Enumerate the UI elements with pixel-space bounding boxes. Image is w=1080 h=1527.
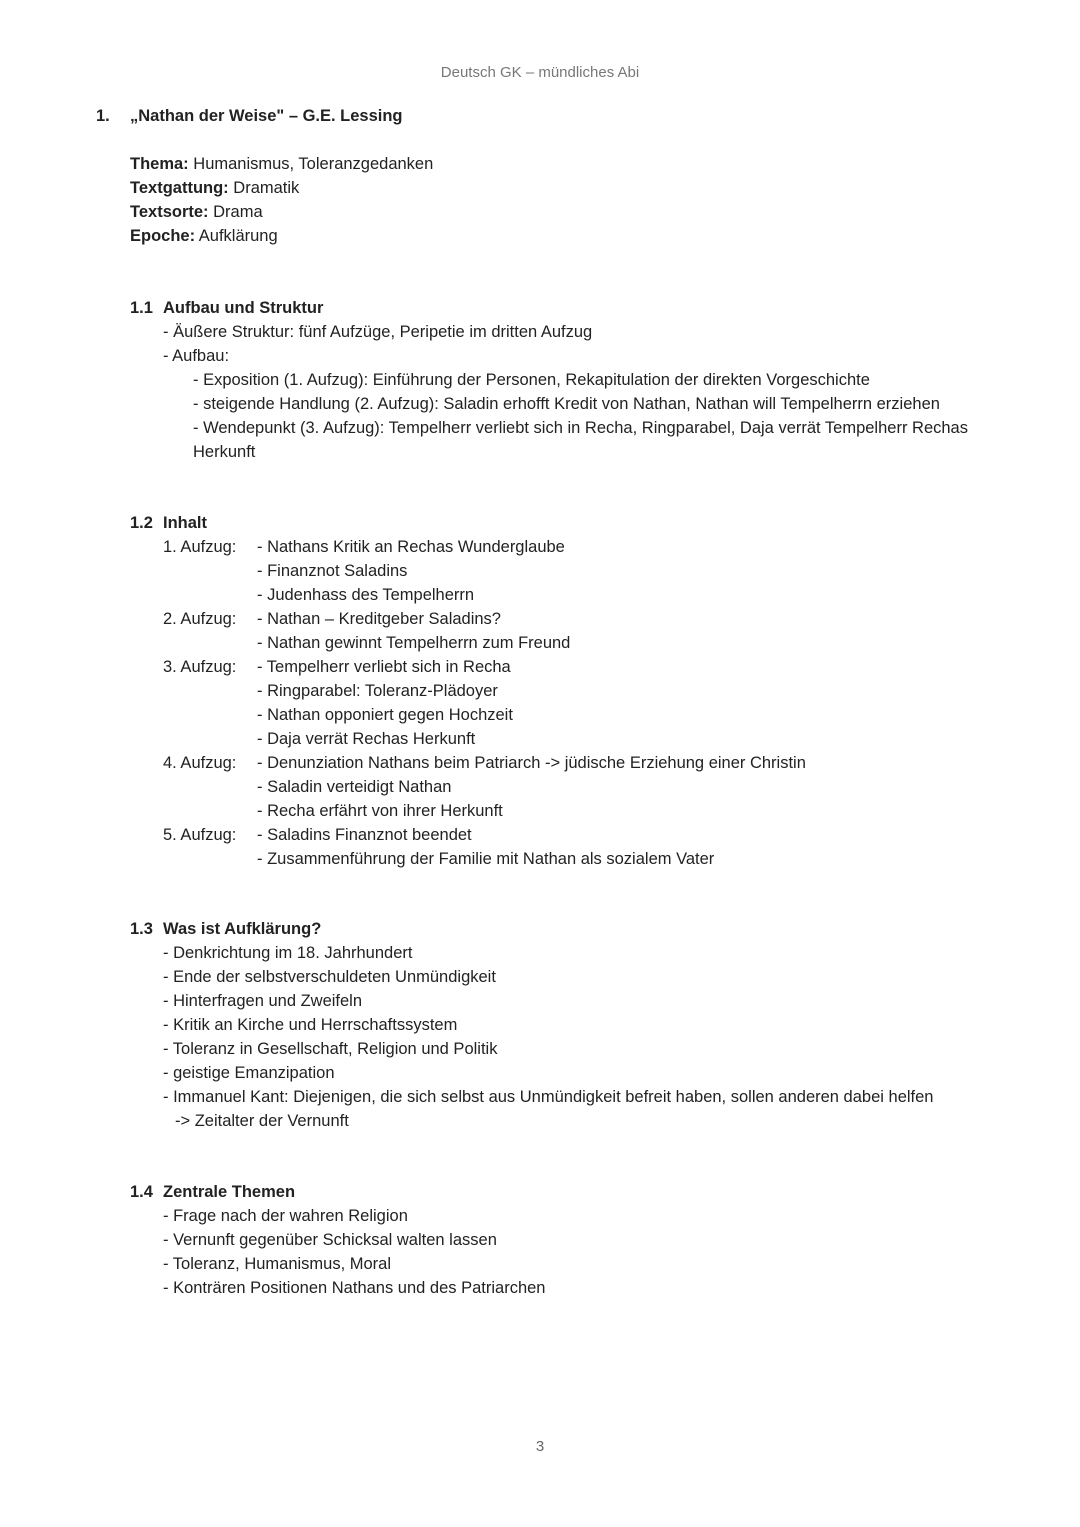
subsection-1-4-title: Zentrale Themen <box>163 1183 296 1201</box>
subsection-1-3-title: Was ist Aufklärung? <box>163 920 322 938</box>
act-item: - Nathans Kritik an Rechas Wunderglaube <box>257 538 565 556</box>
list-item: - Äußere Struktur: fünf Aufzüge, Peripetie im dritten Aufzug <box>163 323 593 341</box>
meta-textgattung: Textgattung: Dramatik <box>130 179 300 197</box>
section-number: 1. <box>96 107 110 125</box>
section-title: „Nathan der Weise" – G.E. Lessing <box>130 107 403 125</box>
act-item: - Finanznot Saladins <box>257 562 408 580</box>
act-item: - Denunziation Nathans beim Patriarch -> jüdische Erziehung einer Christin <box>257 754 806 772</box>
act-label: 4. Aufzug: <box>163 754 237 772</box>
subsection-1-2-number: 1.2 <box>130 514 153 532</box>
list-item-arrow: -> Zeitalter der Vernunft <box>175 1112 349 1130</box>
act-label: 3. Aufzug: <box>163 658 237 676</box>
list-item: - Wendepunkt (3. Aufzug): Tempelherr verliebt sich in Recha, Ringparabel, Daja verrät Tempelherr Rechas <box>193 419 968 437</box>
act-item: - Nathan opponiert gegen Hochzeit <box>257 706 513 724</box>
subsection-1-4-number: 1.4 <box>130 1183 153 1201</box>
subsection-1-2-title: Inhalt <box>163 514 207 532</box>
act-item: - Tempelherr verliebt sich in Recha <box>257 658 511 676</box>
list-item: - Aufbau: <box>163 347 230 365</box>
list-item: - Hinterfragen und Zweifeln <box>163 992 363 1010</box>
act-item: - Zusammenführung der Familie mit Nathan als sozialem Vater <box>257 850 715 868</box>
subsection-1-3-number: 1.3 <box>130 920 153 938</box>
page-header: Deutsch GK – mündliches Abi <box>440 64 640 81</box>
act-item: - Nathan gewinnt Tempelherrn zum Freund <box>257 634 571 652</box>
act-item: - Saladin verteidigt Nathan <box>257 778 452 796</box>
list-item-continuation: Herkunft <box>193 443 256 461</box>
meta-epoche: Epoche: Aufklärung <box>130 227 278 245</box>
act-item: - Nathan – Kreditgeber Saladins? <box>257 610 501 628</box>
act-label: 2. Aufzug: <box>163 610 237 628</box>
act-item: - Saladins Finanznot beendet <box>257 826 472 844</box>
subsection-1-1-number: 1.1 <box>130 299 153 317</box>
list-item: - Vernunft gegenüber Schicksal walten lassen <box>163 1231 497 1249</box>
list-item: - Frage nach der wahren Religion <box>163 1207 408 1225</box>
meta-thema: Thema: Humanismus, Toleranzgedanken <box>130 155 434 173</box>
list-item: - Toleranz in Gesellschaft, Religion und Politik <box>163 1040 498 1058</box>
list-item: - Ende der selbstverschuldeten Unmündigkeit <box>163 968 496 986</box>
list-item: - steigende Handlung (2. Aufzug): Saladin erhofft Kredit von Nathan, Nathan will Tempelherrn erziehen <box>193 395 940 413</box>
subsection-1-1-title: Aufbau und Struktur <box>163 299 324 317</box>
act-item: - Judenhass des Tempelherrn <box>257 586 475 604</box>
list-item: - Toleranz, Humanismus, Moral <box>163 1255 392 1273</box>
meta-textsorte: Textsorte: Drama <box>130 203 263 221</box>
list-item: - Denkrichtung im 18. Jahrhundert <box>163 944 413 962</box>
list-item: - Konträren Positionen Nathans und des Patriarchen <box>163 1279 546 1297</box>
list-item: - Kritik an Kirche und Herrschaftssystem <box>163 1016 458 1034</box>
list-item: - geistige Emanzipation <box>163 1064 335 1082</box>
act-label: 1. Aufzug: <box>163 538 237 556</box>
act-item: - Daja verrät Rechas Herkunft <box>257 730 476 748</box>
list-item: - Exposition (1. Aufzug): Einführung der Personen, Rekapitulation der direkten Vorgeschichte <box>193 371 870 389</box>
act-label: 5. Aufzug: <box>163 826 237 844</box>
act-item: - Ringparabel: Toleranz-Plädoyer <box>257 682 498 700</box>
list-item: - Immanuel Kant: Diejenigen, die sich selbst aus Unmündigkeit befreit haben, sollen anderen dabei helfen <box>163 1088 934 1106</box>
page-number: 3 <box>535 1438 545 1455</box>
act-item: - Recha erfährt von ihrer Herkunft <box>257 802 503 820</box>
